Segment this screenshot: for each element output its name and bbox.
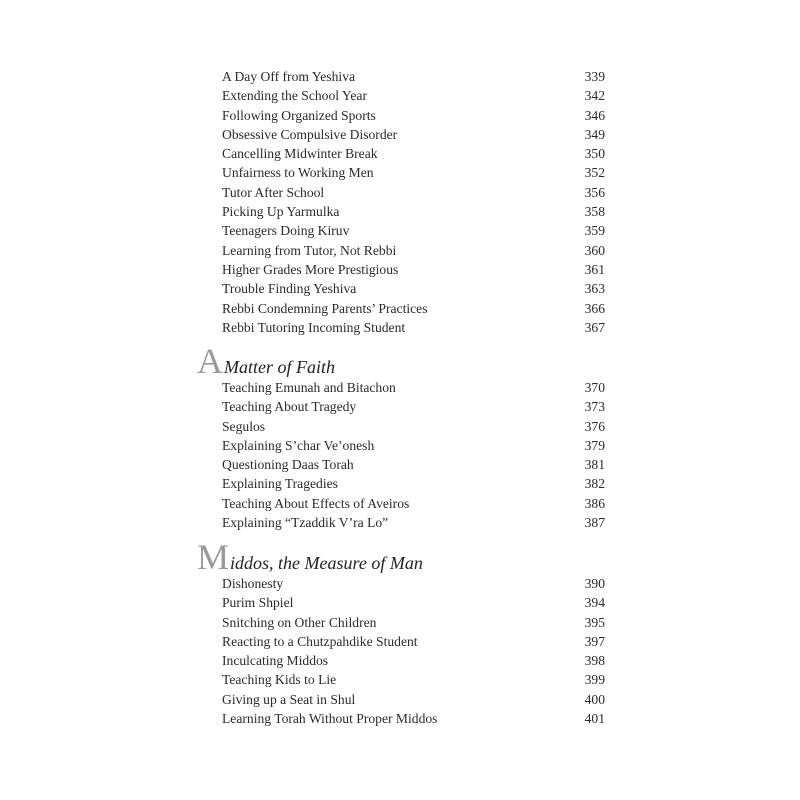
entry-page-number: 390 <box>584 576 605 591</box>
entry-title: Dishonesty <box>222 576 284 591</box>
entry-page-number: 352 <box>584 165 605 181</box>
entry-page-number: 349 <box>584 126 605 142</box>
entry-page-number: 376 <box>584 418 605 434</box>
toc-entry <box>222 67 605 86</box>
entry-page-number: 350 <box>584 146 605 162</box>
entry-title: Trouble Finding Yeshiva <box>222 281 357 297</box>
toc-entry <box>222 397 605 416</box>
toc-entry <box>222 494 605 513</box>
entry-page-number: 361 <box>584 261 605 277</box>
entry-title: Learning from Tutor, Not Rebbi <box>222 242 397 258</box>
entry-page-number: 387 <box>584 515 605 531</box>
entry-page-number: 379 <box>584 437 605 453</box>
toc-section-entries <box>222 378 605 532</box>
entry-page-number: 401 <box>584 711 605 727</box>
entry-title: Extending the School Year <box>222 88 367 104</box>
entry-page-number: 366 <box>584 300 605 316</box>
entry-page-number: 395 <box>584 614 605 630</box>
entry-title: Segulos <box>222 418 266 434</box>
entry-title: Rebbi Condemning Parents’ Practices <box>222 300 428 316</box>
entry-title: Unfairness to Working Men <box>222 165 374 181</box>
entry-title: Giving up a Seat in Shul <box>222 691 356 707</box>
entry-title: Teaching About Effects of Aveiros <box>222 495 410 511</box>
toc-entry <box>222 241 605 260</box>
toc-entry <box>222 651 605 670</box>
toc-entry <box>222 279 605 298</box>
entry-title: Inculcating Middos <box>222 653 329 669</box>
entry-title: Teaching About Tragedy <box>222 399 357 415</box>
toc-entry <box>222 632 605 651</box>
toc-entry <box>222 163 605 182</box>
toc-entry <box>222 378 605 397</box>
entry-title: Tutor After School <box>222 184 325 200</box>
entry-page-number: 399 <box>584 672 605 688</box>
section-heading-initial: M <box>197 537 230 577</box>
entry-page-number: 363 <box>584 281 605 297</box>
entry-page-number: 398 <box>584 653 605 669</box>
entry-title: Teaching Kids to Lie <box>222 672 337 688</box>
toc-entry <box>222 513 605 532</box>
toc-entry <box>222 221 605 240</box>
entry-title: Picking Up Yarmulka <box>222 204 340 220</box>
entry-title: Purim Shpiel <box>222 595 294 611</box>
toc-entry <box>222 202 605 221</box>
entry-page-number: 358 <box>584 204 605 220</box>
toc-entry <box>222 417 605 436</box>
section-heading-text: Matter of Faith <box>224 357 335 377</box>
entry-title: Following Organized Sports <box>222 107 376 123</box>
toc-entry <box>222 260 605 279</box>
toc-entry <box>222 436 605 455</box>
entry-page-number: 346 <box>584 107 605 123</box>
entry-page-number: 394 <box>584 595 605 611</box>
entry-title: Teaching Emunah and Bitachon <box>222 380 396 395</box>
toc-entry <box>222 574 605 593</box>
entry-title: Obsessive Compulsive Disorder <box>222 126 398 142</box>
entry-page-number: 367 <box>584 319 605 335</box>
entry-page-number: 359 <box>584 223 605 239</box>
entry-title: A Day Off from Yeshiva <box>222 69 356 84</box>
toc-section-entries <box>222 67 605 337</box>
entry-page-number: 356 <box>584 184 605 200</box>
entry-title: Cancelling Midwinter Break <box>222 146 378 162</box>
entry-title: Explaining “Tzaddik V’ra Lo” <box>222 515 389 531</box>
entry-page-number: 386 <box>584 495 605 511</box>
entry-page-number: 342 <box>584 88 605 104</box>
entry-page-number: 370 <box>584 380 605 395</box>
entry-page-number: 339 <box>584 69 605 84</box>
entry-title: Explaining S’char Ve’onesh <box>222 437 375 453</box>
toc-entry <box>222 690 605 709</box>
toc-entry <box>222 86 605 105</box>
toc-entry <box>222 593 605 612</box>
toc-entry <box>222 670 605 689</box>
toc-entry <box>222 299 605 318</box>
entry-title: Higher Grades More Prestigious <box>222 261 399 277</box>
entry-page-number: 360 <box>584 242 605 258</box>
section-heading-text: iddos, the Measure of Man <box>230 553 423 573</box>
toc-entry <box>222 455 605 474</box>
toc-entry <box>222 709 605 728</box>
section-heading-initial: A <box>197 341 223 381</box>
entry-page-number: 400 <box>584 691 605 707</box>
entry-page-number: 397 <box>584 633 605 649</box>
entry-page-number: 373 <box>584 399 605 415</box>
entry-title: Snitching on Other Children <box>222 614 377 630</box>
entry-title: Learning Torah Without Proper Middos <box>222 711 438 727</box>
entry-title: Explaining Tragedies <box>222 476 338 492</box>
entry-title: Reacting to a Chutzpahdike Student <box>222 633 418 649</box>
entry-page-number: 382 <box>584 476 605 492</box>
toc-section-entries <box>222 574 605 728</box>
toc-entry <box>222 125 605 144</box>
entry-title: Teenagers Doing Kiruv <box>222 223 350 239</box>
toc-entry <box>222 613 605 632</box>
toc-entry <box>222 106 605 125</box>
section-heading <box>197 539 423 575</box>
entry-title: Rebbi Tutoring Incoming Student <box>222 319 406 335</box>
entry-page-number: 381 <box>584 457 605 473</box>
toc-entry <box>222 183 605 202</box>
entry-title: Questioning Daas Torah <box>222 457 354 473</box>
toc-entry <box>222 318 605 337</box>
section-heading <box>197 343 335 379</box>
toc-entry <box>222 144 605 163</box>
toc-entry <box>222 474 605 493</box>
